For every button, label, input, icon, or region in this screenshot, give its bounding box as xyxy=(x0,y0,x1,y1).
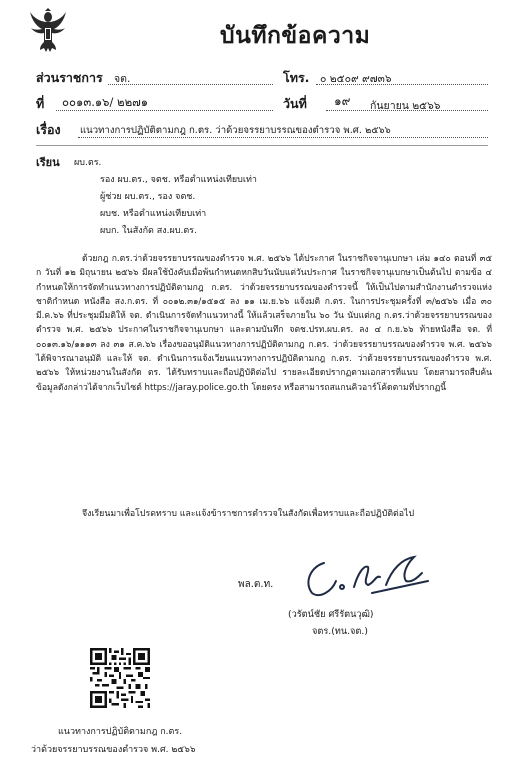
body-paragraph-2: จึงเรียนมาเพื่อโปรดทราบ และแจ้งข้าราชการตำรวจในสังกัดเพื่อทราบและถือปฏิบัติต่อไป xyxy=(82,509,415,519)
garuda-emblem-icon xyxy=(28,8,68,54)
memo-title: บันทึกข้อความ xyxy=(220,23,371,49)
qr-code-icon xyxy=(90,648,150,708)
subject-dotted-line xyxy=(78,137,488,138)
date-day: ๑๙ xyxy=(334,94,351,108)
date-label: วันที่ xyxy=(283,96,307,111)
signer-name: (วรัตน์ชัย ศรีรัตนวุฒิ) xyxy=(288,609,374,620)
recipient-item: รอง ผบ.ตร., จตช. หรือตำแหน่งเทียบเท่า xyxy=(100,175,257,185)
header-divider xyxy=(36,145,488,146)
qr-caption-line-2: ว่าด้วยจรรยาบรรณของตำรวจ พ.ศ. ๒๕๖๖ xyxy=(31,745,196,755)
tel-value: ๐ ๒๕๐๙ ๙๗๓๖ xyxy=(320,73,392,85)
recipient-item: ผบก. ในสังกัด สง.ผบ.ตร. xyxy=(100,226,197,236)
date-dotted-line xyxy=(326,110,488,111)
recipient-item: ผู้ช่วย ผบ.ตร., รอง จตช. xyxy=(100,192,196,202)
agency-label: ส่วนราชการ xyxy=(36,70,103,85)
subject-value: แนวทางการปฏิบัติตามกฎ ก.ตร. ว่าด้วยจรรยาบรรณของตำรวจ พ.ศ. ๒๕๖๖ xyxy=(80,125,391,136)
body-paragraph-1: ด้วยกฎ ก.ตร.ว่าด้วยจรรยาบรรณของตำรวจ พ.ศ. ๒๕๖๖ ได้ประกาศ ในราชกิจจานุเบกษา เล่ม ๑๔๐ ตอนที่ ๓๕ ก วันที่ ๑๒ มิถุนายน ๒๕๖๖ มีผลใช้บังคับเมื่อพ้นกำหนดหกสิบวันนับแต่วันประกาศ ในราชกิจจานุเบกษาเป็นต้นไป ตามข้อ ๔ กำหนดให้การจัดทำแนวทางการปฏิบัติตามกฎ ก.ตร. ว่าด้วยจรรยาบรรณของตำรวจนี้ ให้เป็นไปตามสำนักงานตำรวจแห่งชาติกำหนด หนังสือ สง.ก.ตร. ที่ ๐๐๑๒.๓๑/๑๕๑๕ ลง ๑๑ เม.ย.๖๖ แจ้งมติ ก.ตร. ในการประชุมครั้งที่ ๓/๒๕๖๖ เมื่อ ๓๐ มี.ค.๖๖ ที่ประชุมมีมติให้ จต. ดำเนินการจัดทำแนวทางนี้ ให้แล้วเสร็จภายใน ๖๐ วัน นับแต่กฎ ก.ตร.ว่าด้วยจรรยาบรรณของตำรวจ พ.ศ. ๒๕๖๖ ประกาศในราชกิจจานุเบกษา และตามบันทึก จตช.ปรท.ผบ.ตร. ลง ๔ ก.ย.๖๖ ท้ายหนังสือ จต. ที่ ๐๐๑๓.๑๖/๑๑๑๓ ลง ๓๑ ส.ค.๖๖ เรื่องขออนุมัติแนวทางการปฏิบัติตามกฎ ก.ตร. ว่าด้วยจรรยาบรรณของตำรวจ พ.ศ. ๒๕๖๖ ได้พิจารณาอนุมัติ และให้ จต. ดำเนินการแจ้งเวียนแนวทางการปฏิบัติตามกฎ ก.ตร. ว่าด้วยจรรยาบรรณของตำรวจ พ.ศ. ๒๕๖๖ ให้หน่วยงานในสังกัด ตร. ได้รับทราบและถือปฏิบัติต่อไป รายละเอียดปรากฏตามเอกสารที่แนบ โดยสามารถสืบค้นข้อมูลดังกล่าวได้จากเว็บไซต์ https://jaray.police.go.th โดยตรง หรือสามารถสแกนคิวอาร์โค้ดตามที่ปรากฏนี้ xyxy=(36,254,492,393)
date-month-year: กันยายน ๒๕๖๖ xyxy=(370,100,441,112)
handwritten-signature xyxy=(302,553,432,601)
subject-label: เรื่อง xyxy=(36,122,61,137)
tel-label: โทร. xyxy=(283,70,310,85)
no-value: ๐๐๑๓.๑๖/ ๒๒๗๑ xyxy=(62,95,149,109)
to-label: เรียน xyxy=(36,156,60,169)
signer-position: จตร.(ทน.จต.) xyxy=(312,626,368,637)
no-dotted-line xyxy=(56,110,273,111)
no-label: ที่ xyxy=(36,96,45,111)
signer-rank: พล.ต.ท. xyxy=(238,579,274,590)
recipient-item: ผบช. หรือตำแหน่งเทียบเท่า xyxy=(100,209,207,219)
agency-dotted-line xyxy=(108,84,273,85)
agency-value: จต. xyxy=(114,73,131,85)
tel-dotted-line xyxy=(316,84,488,85)
qr-caption-line-1: แนวทางการปฏิบัติตามกฎ ก.ตร. xyxy=(58,727,183,737)
recipient-item: ผบ.ตร. xyxy=(74,158,102,168)
